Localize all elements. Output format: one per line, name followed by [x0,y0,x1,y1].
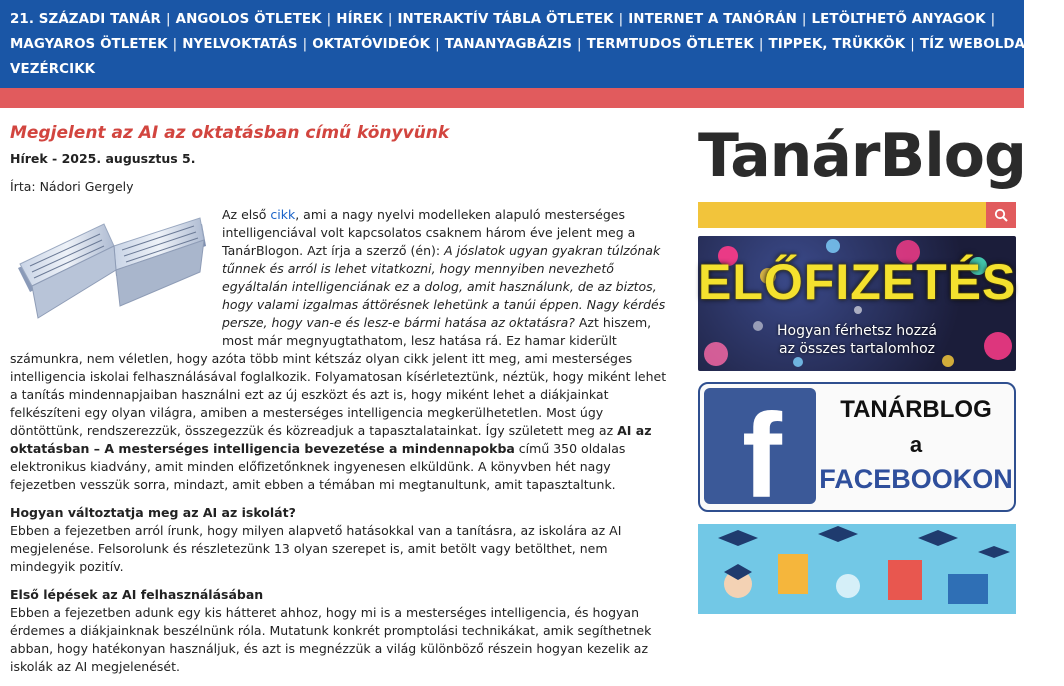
nav-separator: | [910,37,915,52]
nav-item-hirek[interactable]: HÍREK [336,12,383,27]
graduation-illustration-banner[interactable] [698,524,1016,614]
nav-separator: | [172,37,178,52]
facebook-line-1: TANÁRBLOG [840,396,992,423]
intro-quote: A jóslatok ugyan gyakran túlzónak tűnnek és arról is lehet vitatkozni, hogy mennyiben nevezhető egyáltalán intelligenciának ez a dolog, amit használunk, de az biztos, hogy valami izgalmas áttörésnek lehetünk a tanúi éppen. Nagy kérdés persze, hogy van-e és lesz-e bármi hatása az oktatásra? [222,243,666,330]
facebook-banner[interactable] [698,382,1016,523]
nav-separator: | [1054,37,1059,52]
facebook-line-2: a [909,432,923,457]
header-accent-bar [0,88,1024,108]
search-input[interactable] [698,202,986,228]
section-text: Ebben a fejezetben arról írunk, hogy milyen alapvető hatásokkal van a tanításra, az iskolára az AI megjelenése. Felsorolunk és részletezünk 13 olyan szerepet is, amit betölt vagy betölthet, nem mindegyik pozitív. [10,523,622,574]
nav-separator: | [990,12,996,27]
nav-item-21-szazadi-tanar[interactable]: 21. SZÁZADI TANÁR [10,12,161,27]
intro-text: , ami a nagy nyelvi modelleken alapuló mesterséges intelligenciával volt kapcsolatos csaknem három éve jelent meg a TanárBlogon. Azt írja a szerző (én): [222,207,636,258]
search-icon [994,208,1008,222]
nav-separator: | [576,37,582,52]
subscription-line-2: az összes tartalomhoz [778,341,935,357]
post-title[interactable]: Megjelent az AI az oktatásban című könyvünk [10,123,450,143]
nav-separator: | [302,37,308,52]
nav-separator: | [435,37,440,52]
nav-item-internet-a-tanoran[interactable]: INTERNET A TANÓRÁN [628,12,797,27]
subscription-title: ELŐFIZETÉS [698,254,1017,310]
nav-item-magyaros-otletek[interactable]: MAGYAROS ÖTLETEK [10,37,168,52]
nav-separator: | [387,12,393,27]
cikk-link[interactable]: cikk [270,207,296,222]
search-button[interactable] [986,202,1016,228]
search-bar [698,202,1016,228]
nav-separator: | [801,12,807,27]
nav-separator: | [618,12,624,27]
nav-item-termtudos-otletek[interactable]: TERMTUDOS ÖTLETEK [586,37,754,52]
subscription-banner[interactable] [698,236,1016,371]
nav-item-nyelvoktatas[interactable]: NYELVOKTATÁS [182,37,298,52]
article [10,120,672,686]
graduation-illustration [698,524,1016,614]
nav-item-tippek-trukkok[interactable]: TIPPEK, TRÜKKÖK [768,37,906,52]
facebook-line-3: FACEBOOKON [819,464,1013,494]
book-title-bold: AI az oktatásban – A mesterséges intelligencia bevezetése a mindennapokba [10,423,652,456]
section-heading: Hogyan változtatja meg az AI az iskolát? [10,505,296,520]
nav-separator: | [758,37,764,52]
post-meta: Hírek - 2025. augusztus 5. [10,151,196,166]
intro-text: című 350 oldalas elektronikus kiadvány, amit minden előfizetőnknek ingyenesen elküldünk. A könyvben hét nagy fejezetben vesszük sorra, mindazt, amit ebben a témában mi megtanultunk, amit tapasztaltunk. [10,441,626,492]
nav-item-vezercikk[interactable]: VEZÉRCIKK [10,62,96,77]
facebook-letter: f [742,389,782,523]
facebook-icon [704,388,816,523]
intro-text: Az első [222,207,271,222]
nav-separator: | [165,12,171,27]
nav-item-angolos-otletek[interactable]: ANGOLOS ÖTLETEK [175,12,322,27]
nav-item-tananyagbazis[interactable]: TANANYAGBÁZIS [444,37,572,52]
nav-item-interaktiv-tabla[interactable]: INTERAKTÍV TÁBLA ÖTLETEK [397,12,614,27]
top-navigation [0,0,1059,88]
nav-separator: | [326,12,332,27]
section-text: Ebben a fejezetben adunk egy kis hátteret ahhoz, hogy mi is a mesterséges intelligencia, és hogyan érdemes a diákjainknak beszélnünk róla. Mutatunk konkrét promptolási technikákat, amik segíthetnek abban, hogy hatékonyan használjuk, és azt is megnézzük a világ különböző részein hogyan kezelik az iskolák az AI megjelenését. [10,605,652,674]
nav-line-1 [10,12,1000,27]
nav-line-3 [10,62,95,77]
site-logo[interactable]: TanárBlog [698,121,1026,191]
subscription-line-1: Hogyan férhetsz hozzá [776,323,937,339]
nav-item-oktatovideok[interactable]: OKTATÓVIDEÓK [312,37,431,52]
nav-item-tiz-weboldal[interactable]: TÍZ WEBOLDAL... [919,37,1050,52]
nav-line-2 [10,37,1064,52]
sidebar [698,120,1026,523]
open-book-image [10,206,210,336]
intro-text: Azt hiszem, most már megnyugtathatom, lesz hatása rá. Ez hamar kiderült számunkra, nem véletlen, hogy azóta több mint kétszáz olyan cikk jelent itt meg, ami mesterséges intelligencia iskolai felhasználásával foglalkozik. Folyamatosan kísérleteztünk, néztük, hogy miként lehet a tanítás mindennapjaiban használni ezt az új eszközt és azt is, hogy miként lehet a diákjainkat felkészíteni egy olyan világra, amiben a mesterséges intelligencia megkerülhetetlen. Most úgy döntöttünk, rendszerezzük, összegezzük és közreadjuk a tapasztalatainkat. Így született meg az [10,315,667,438]
section-heading: Első lépések az AI felhasználásában [10,587,264,602]
nav-item-letoltheto-anyagok[interactable]: LETÖLTHETŐ ANYAGOK [811,12,986,27]
post-author: Írta: Nádori Gergely [10,179,134,194]
